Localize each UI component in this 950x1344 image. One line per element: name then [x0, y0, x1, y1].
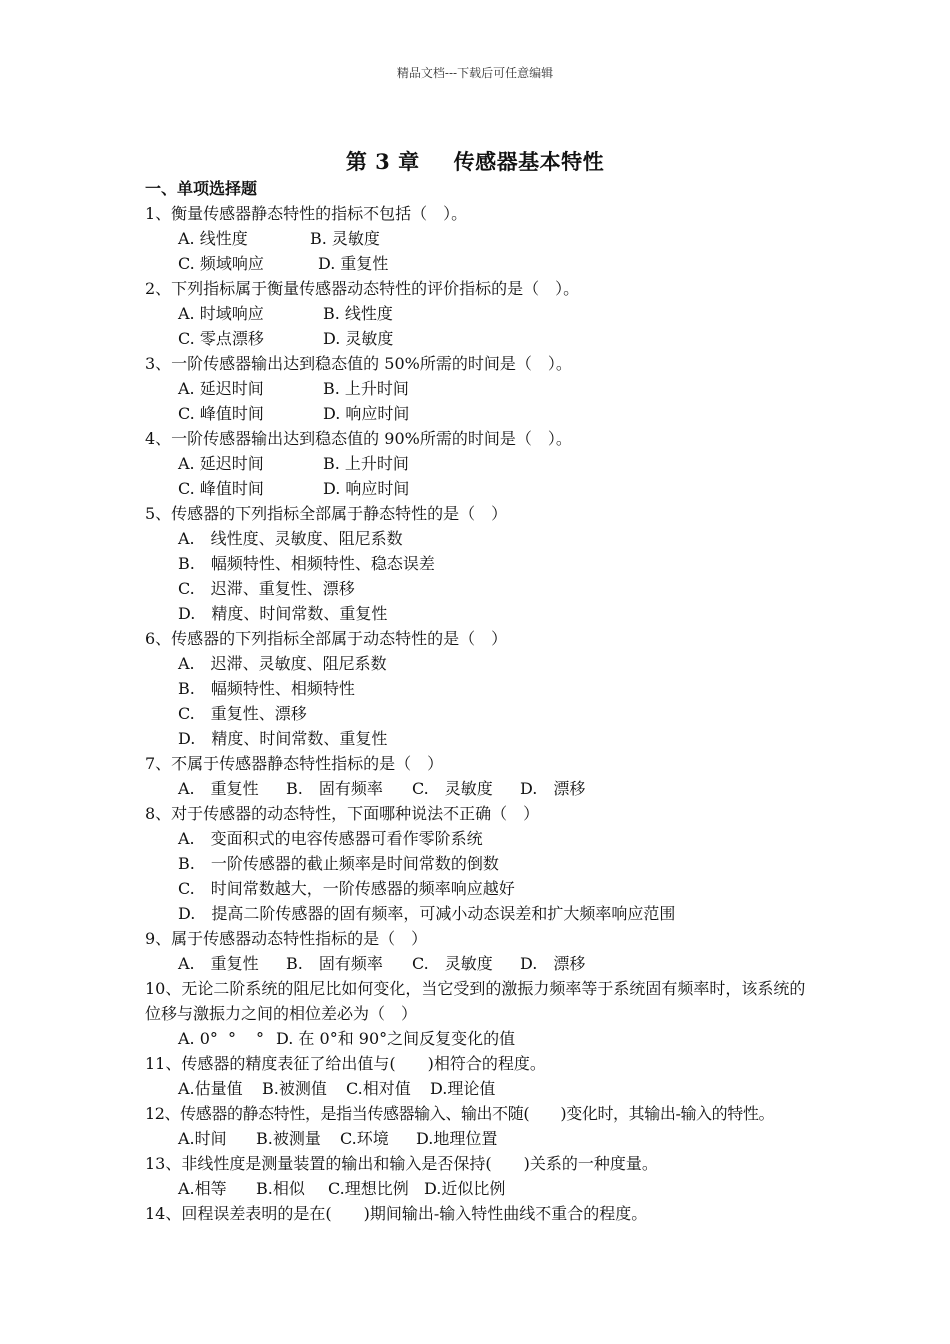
question-4: 4、一阶传感器输出达到稳态值的 90%所需的时间是（ ）。: [145, 429, 572, 448]
option-a: A. 变面积式的电容传感器可看作零阶系统: [178, 829, 483, 848]
question-10-options: [145, 1026, 815, 1051]
option-a: A. 0°: [178, 1029, 218, 1048]
question-5: 5、传感器的下列指标全部属于静态特性的是（ ）: [145, 504, 508, 523]
option-a: A. 时域响应: [178, 304, 264, 323]
chapter-title: [0, 146, 950, 176]
question-3: 3、一阶传感器输出达到稳态值的 50%所需的时间是（ ）。: [145, 354, 572, 373]
option-b: B. 固有频率: [286, 954, 383, 973]
option-a: A. 延迟时间: [178, 379, 264, 398]
option-c-fragment: °: [256, 1029, 264, 1048]
chapter-number: 第 3 章: [345, 149, 420, 174]
question-7-options: [145, 776, 815, 801]
option-b: B. 幅频特性、相频特性: [178, 679, 355, 698]
option-b: B.被测值: [262, 1079, 327, 1098]
option-d: D. 精度、时间常数、重复性: [178, 604, 388, 623]
question-8: 8、对于传感器的动态特性，下面哪种说法不正确（ ）: [145, 804, 540, 823]
question-2-options-row-1: [145, 301, 815, 326]
option-c: C. 灵敏度: [412, 954, 493, 973]
question-14: 14、回程误差表明的是在( )期间输出-输入特性曲线不重合的程度。: [145, 1204, 648, 1223]
option-d: D. 响应时间: [323, 479, 410, 498]
option-a: A. 重复性: [178, 779, 259, 798]
option-b: B. 灵敏度: [310, 229, 380, 248]
option-c: C. 时间常数越大，一阶传感器的频率响应越好: [178, 879, 515, 898]
question-9-options: [145, 951, 815, 976]
option-c: C.理想比例: [328, 1179, 409, 1198]
option-d: D. 精度、时间常数、重复性: [178, 729, 388, 748]
question-7: 7、不属于传感器静态特性指标的是（ ）: [145, 754, 444, 773]
option-c: C.相对值: [346, 1079, 411, 1098]
question-12: 12、传感器的静态特性，是指当传感器输入、输出不随( )变化时，其输出-输入的特性。: [145, 1104, 775, 1123]
option-c: C. 频域响应: [178, 254, 264, 273]
option-a: A. 线性度: [178, 229, 248, 248]
header-watermark: 精品文档---下载后可任意编辑: [396, 66, 554, 80]
option-b: B. 固有频率: [286, 779, 383, 798]
question-6: 6、传感器的下列指标全部属于动态特性的是（ ）: [145, 629, 508, 648]
option-d: D. 灵敏度: [323, 329, 394, 348]
option-d: D.地理位置: [416, 1129, 498, 1148]
option-a: A. 线性度、灵敏度、阻尼系数: [178, 529, 403, 548]
option-a: A.相等: [178, 1179, 227, 1198]
option-d: D. 响应时间: [323, 404, 410, 423]
option-d: D. 在 0°和 90°之间反复变化的值: [276, 1029, 516, 1048]
option-b: B. 一阶传感器的截止频率是时间常数的倒数: [178, 854, 499, 873]
question-10: 10、无论二阶系统的阻尼比如何变化，当它受到的激振力频率等于系统固有频率时，该系统的位移与激振力之间的相位差必为（ ）: [145, 979, 806, 1023]
option-b: B. 上升时间: [323, 379, 409, 398]
question-12-options: [145, 1126, 815, 1151]
question-1: 1、衡量传感器静态特性的指标不包括（ ）。: [145, 204, 468, 223]
question-1-options-row-2: [145, 251, 815, 276]
option-c: C. 峰值时间: [178, 479, 264, 498]
option-c: C. 灵敏度: [412, 779, 493, 798]
option-d: D. 提高二阶传感器的固有频率，可减小动态误差和扩大频率响应范围: [178, 904, 676, 923]
question-2: 2、下列指标属于衡量传感器动态特性的评价指标的是（ ）。: [145, 279, 580, 298]
section-heading: 一、单项选择题: [145, 179, 258, 198]
option-a: A. 延迟时间: [178, 454, 264, 473]
option-a: A.时间: [178, 1129, 227, 1148]
question-13: 13、非线性度是测量装置的输出和输入是否保持( )关系的一种度量。: [145, 1154, 658, 1173]
option-d: D.近似比例: [424, 1179, 506, 1198]
option-c: C.环境: [340, 1129, 389, 1148]
option-a: A. 重复性: [178, 954, 259, 973]
question-9: 9、属于传感器动态特性指标的是（ ）: [145, 929, 428, 948]
option-a: A. 迟滞、灵敏度、阻尼系数: [178, 654, 387, 673]
option-b: B. 幅频特性、相频特性、稳态误差: [178, 554, 435, 573]
question-list: [145, 176, 815, 1226]
option-b: B.被测量: [256, 1129, 321, 1148]
question-3-options-row-2: [145, 401, 815, 426]
option-d: D. 漂移: [520, 779, 586, 798]
chapter-name: 传感器基本特性: [453, 149, 605, 174]
option-d: D.理论值: [430, 1079, 496, 1098]
question-1-options-row-1: [145, 226, 815, 251]
question-3-options-row-1: [145, 376, 815, 401]
option-d: D. 重复性: [318, 254, 389, 273]
question-11: 11、传感器的精度表征了给出值与( )相符合的程度。: [145, 1054, 546, 1073]
option-b: B.相似: [256, 1179, 305, 1198]
option-c: C. 迟滞、重复性、漂移: [178, 579, 355, 598]
option-c: C. 零点漂移: [178, 329, 264, 348]
question-11-options: [145, 1076, 815, 1101]
option-a: A.估量值: [178, 1079, 243, 1098]
option-d: D. 漂移: [520, 954, 586, 973]
question-13-options: [145, 1176, 815, 1201]
question-2-options-row-2: [145, 326, 815, 351]
question-4-options-row-2: [145, 476, 815, 501]
option-b-fragment: °: [228, 1029, 236, 1048]
option-b: B. 上升时间: [323, 454, 409, 473]
option-b: B. 线性度: [323, 304, 393, 323]
question-4-options-row-1: [145, 451, 815, 476]
option-c: C. 重复性、漂移: [178, 704, 307, 723]
option-c: C. 峰值时间: [178, 404, 264, 423]
